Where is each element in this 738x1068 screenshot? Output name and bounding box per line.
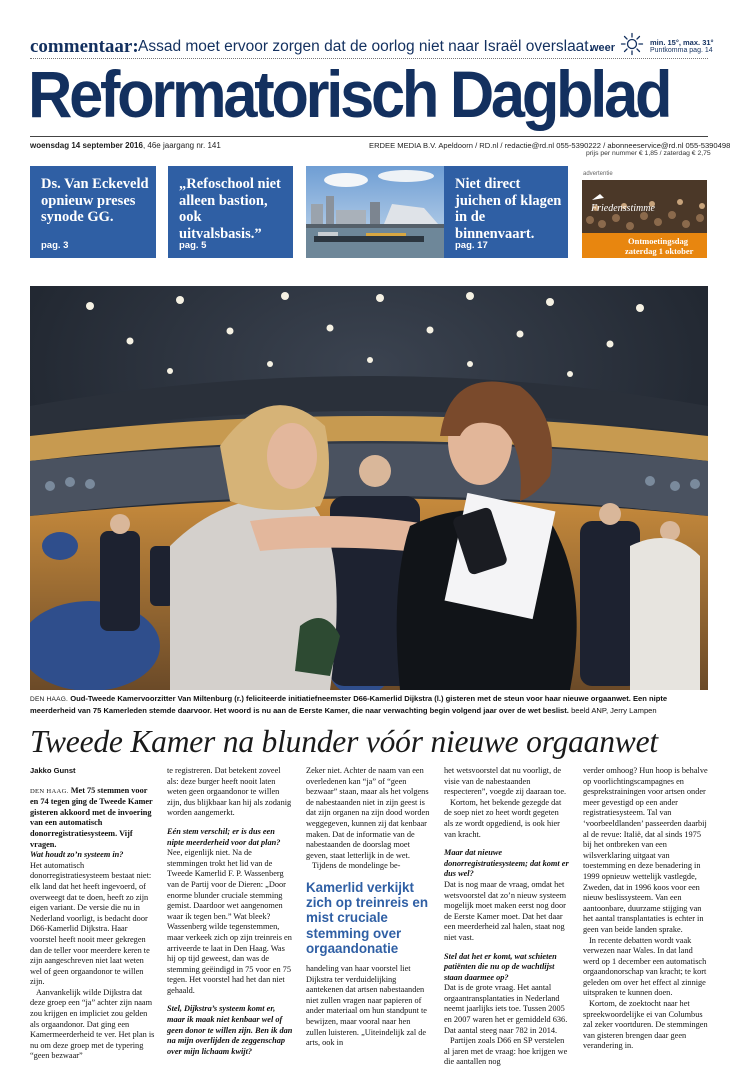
article-question: Stel dat het er komt, wat schieten patiënten die nu op de wachtlijst staan daarmee op? [444, 951, 557, 982]
article-paragraph: In recente debatten wordt vaak verwezen naar Wales. In dat land werd op 1 december een automatisch orgaandonorschap van kracht; te kort geleden om over het effect al zinnige uitspraken te kunnen doen. [583, 935, 707, 998]
article-paragraph: Het automatisch donorregistratiesysteem bestaat niet: elk land dat het heeft ingevoerd, of overweegt dat te doen, heeft zo zijn eigen variant. De versie die nu in Nederland voorligt, is bedacht door D66-Kamerlid Dijkstra. Haar voorstel heeft nooit meer gekregen dan de teller voor meerdere keren te zijn aangeschreven niet laat weten wel of geen orgaandonor te willen zijn. [30, 860, 152, 987]
commentary-label: commentaar: [30, 36, 139, 57]
caption-text: Oud-Tweede Kamervoorzitter Van Miltenburg (r.) feliciteerde initiatiefneemster D66-Kamerlid Dijkstra (l.) gisteren met de steun voor haar nieuwe orgaanwet. Een nipte meerderheid van 75 Kamerleden stemde daarvoor. Het woord is nu aan de Eerste Kamer, die naar verwachting begin volgend jaar over de wet beslist. [30, 694, 668, 715]
article-column [444, 766, 570, 1068]
photo-credit: beeld ANP, Jerry Lampen [571, 706, 657, 715]
article-column [583, 766, 709, 1052]
article-paragraph: Aanvankelijk wilde Dijkstra dat deze groep een “ja” achter zijn naam zou krijgen en impliciet zou gelden als orgaandonor. Dat ging een Kamermeerderheid te ver. Het plan is nu om deze groep met de typering “geen bezwaar” [30, 987, 155, 1061]
lead-text: Met 75 stemmen voor en 74 tegen ging de Tweede Kamer gisteren akkoord met de invoering van een automatisch donorregistratiesysteem. Vijf vragen. [30, 785, 153, 849]
teaser-page: pag. 17 [455, 240, 488, 251]
article-paragraph: Kortom, het bekende gezegde dat de soep niet zo heet wordt gegeten als ze wordt opgediend, is ook hier van kracht. [444, 797, 562, 839]
article-paragraph: Tijdens de mondelinge be- [312, 861, 401, 871]
publisher-contact: ERDEE MEDIA B.V. Apeldoorn / RD.nl / redactie@rd.nl 055-5390222 / abonneeservice@rd.nl 055-5390498 [369, 141, 731, 150]
masthead-rule [30, 136, 708, 137]
ad-event-name: Ontmoetingsdag [628, 236, 688, 246]
issue-date: woensdag 14 september 2016 [30, 141, 143, 150]
article-column [30, 766, 156, 1062]
article-paragraph: het wetsvoorstel dat nu voorligt, de visie van de nabestaanden respecteren”, voegde zij daaraan toe. [444, 766, 567, 797]
teaser-page: pag. 5 [179, 240, 207, 251]
article-paragraph: te registreren. Dat betekent zoveel als: deze burger heeft nooit laten weten geen orgaandonor te willen zijn, dus blijkbaar kan hij als zodanig worden aangemerkt. [167, 766, 292, 818]
article-question: Wat houdt zo’n systeem in? [30, 850, 124, 860]
article-paragraph: Kortom, de zoektocht naar het spreekwoordelijke ei van Columbus zal zeker voortduren. De stemmingen van gisteren brengen daar geen verandering in. [583, 999, 708, 1051]
issue-prices: prijs per nummer € 1,85 / zaterdag € 2,75 [586, 150, 711, 157]
dateline [30, 141, 221, 150]
weather-temperature: min. 15°, max. 31° [650, 38, 714, 47]
article-paragraph: verder omhoog? Hun hoop is behalve op voorlichtingscampagnes en gesprekstrainingen voor artsen onder meer gevestigd op een ander registratiesysteem. Tal van ‘voorbeeldlanden’ passeerden daarbij al de revue: Italië, dat al sinds 1975 bij het ontbreken van een wilsverklaring uitgaat van toestemming en deze benadering in 1999 opnieuw wettelijk vastlegde, Zweden, dat in 1996 koos voor een nieuw beslissysteem. Van een aantoonbare, duurzame stijging van het aantal transplantaties is echter in geen van beide landen sprake. [583, 766, 708, 934]
ad-event-date: zaterdag 1 oktober [625, 246, 694, 256]
article-column [167, 766, 293, 1057]
article-question: Eén stem verschil; er is dus een nipte meerderheid voor dat plan? [167, 826, 281, 847]
article-paragraph: Dat is nog maar de vraag, omdat het wetsvoorstel dat zo’n nieuw systeem mogelijk moet maken eerst nog door de Eerste Kamer moet. Dat het daar een meerderheid zal halen, staat nog niet vast. [444, 879, 567, 942]
teaser-card[interactable] [168, 166, 293, 258]
teaser-card[interactable] [30, 166, 156, 258]
article-paragraph: Partijen zoals D66 en SP verstelen al jaren met de vraag: hoe krijgen we die aantallen nog [444, 1036, 568, 1067]
article-paragraph: handeling van haar voorstel liet Dijkstra ter verduidelijking aantekenen dat artsen nabestaanden niet zullen vragen naar papieren of ander materiaal om hun standpunt te bewijzen, maar vooral naar hen zullen luisteren. „Uiteindelijk zal de arts, ook in [306, 963, 427, 1048]
lead-place: DEN HAAG. [30, 787, 69, 795]
article-paragraph: Nee, eigenlijk niet. Na de stemmingen trokt het lid van de Tweede Kamerlid F. P. Wassenberg van de Partij voor de Dieren: „Door enorme blunder cruciale stemming gemist. Daardoor wet aangenomen waar ik tegen ben.” Wat bleek? Wassenberg wilde tegenstemmen, maar verkeek zich op zijn treinreis en arriveerde te laat in Den Haag. Was hij op tijd geweest, dan was de stemming geëindigd in 75 voor en 75 tegen. Het voorstel had het dan niet gehaald. [167, 848, 292, 995]
teaser-title: „Refoschool niet alleen bastion, ook uitvalsbasis.” [179, 176, 281, 242]
pull-quote [306, 880, 432, 956]
issue-number: , 46e jaargang nr. 141 [142, 141, 221, 150]
teaser-card[interactable] [444, 166, 568, 258]
pull-quote-text: Kamerlid verkijkt zich op treinreis en mist cruciale stemming over orgaandonatie [306, 879, 429, 956]
ad-title: Friedensstimme [591, 203, 655, 214]
ad-label: advertentie [583, 171, 613, 177]
masthead-logo[interactable]: Reformatorisch Dagblad [28, 57, 670, 131]
article-headline[interactable]: Tweede Kamer na blunder vóór nieuwe orgaanwet [30, 724, 658, 759]
photo-caption [30, 693, 708, 716]
article-paragraph: Dat is de grote vraag. Het aantal orgaantransplantaties in Nederland neemt jaarlijks iets toe. Tussen 2005 en 2007 waren het er gemiddeld 636. Dat aantal steeg naar 782 in 2014. [444, 983, 568, 1035]
weather-label: weer [590, 42, 616, 54]
weather-page-ref: Puntkomma pag. 14 [650, 47, 713, 54]
main-news-photo[interactable] [30, 286, 708, 690]
caption-place: DEN HAAG. [30, 696, 69, 703]
article-paragraph: Zeker niet. Achter de naam van een overledenen kan “ja” of “geen bezwaar” staan, maar als het volgens de nabestaanden niet in zijn geest is dat zijn organen na zijn dood worden weggegeven, kunnen zij dat kenbaar maken. Dat de informatie van de nabestaanden de doorslag moet geven, staat letterlijk in de wet. [306, 766, 430, 860]
teaser-page: pag. 3 [41, 240, 69, 251]
article-author: Jakko Gunst [30, 766, 76, 775]
commentary-link[interactable]: Assad moet ervoor zorgen dat de oorlog niet naar Israël overslaat. [138, 38, 593, 55]
teaser-title: Niet direct juichen of klagen in de binnenvaart. [455, 176, 562, 242]
teaser-harbour-photo[interactable] [306, 166, 444, 258]
article-column [306, 766, 432, 1049]
sun-icon [620, 32, 644, 56]
article-question: Stel, Dijkstra’s systeem komt er, maar ik maak niet kenbaar wel of geen donor te willen zijn. Ben ik dan na mijn overlijden de zeggenschap over mijn lichaam kwijt? [167, 1004, 293, 1056]
article-question: Maar dat nieuwe donorregistratiesysteem; dat komt er dus wel? [444, 848, 569, 879]
article-lead [30, 786, 156, 851]
teaser-title: Ds. Van Eckeveld opnieuw preses synode GG. [41, 176, 149, 225]
